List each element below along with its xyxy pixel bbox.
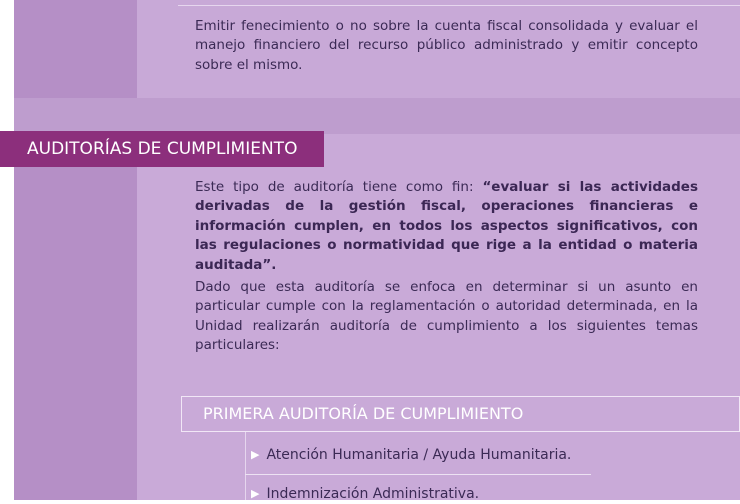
definition-paragraph [195, 178, 698, 275]
subsection-title: PRIMERA AUDITORÍA DE CUMPLIMIENTO [181, 396, 740, 432]
list-connector [245, 432, 246, 500]
list-item-label: Atención Humanitaria / Ayuda Humanitaria. [266, 447, 572, 463]
scope-paragraph: Dado que esta auditoría se enfoca en determinar si un asunto en particular cumple con la reglamentación o autoridad determinada, en la Unidad realizarán auditoría de cumplimiento a los siguientes temas particulares: [195, 279, 698, 354]
divider [178, 5, 740, 6]
separator-strip [14, 98, 740, 134]
list-item-label: Indemnización Administrativa. [266, 486, 480, 502]
list-item [251, 445, 571, 465]
intro-paragraph: Emitir fenecimiento o no sobre la cuenta fiscal consolidada y evaluar el manejo financiero del recurso público administrado y emitir concepto sobre el mismo. [195, 18, 698, 73]
chevron-right-icon: ▶ [251, 487, 260, 500]
list-item [251, 484, 479, 504]
definition-quote: “evaluar si las actividades derivadas de la gestión fiscal, operaciones financieras e información cumplen, en todos los aspectos significativos, con las regulaciones o normatividad que rige a la entidad o materia auditada”. [195, 179, 699, 273]
list-item-divider [245, 474, 591, 475]
definition-lead: Este tipo de auditoría tiene como fin: [195, 179, 483, 195]
section-title: AUDITORÍAS DE CUMPLIMIENTO [0, 131, 324, 167]
chevron-right-icon: ▶ [251, 448, 260, 461]
